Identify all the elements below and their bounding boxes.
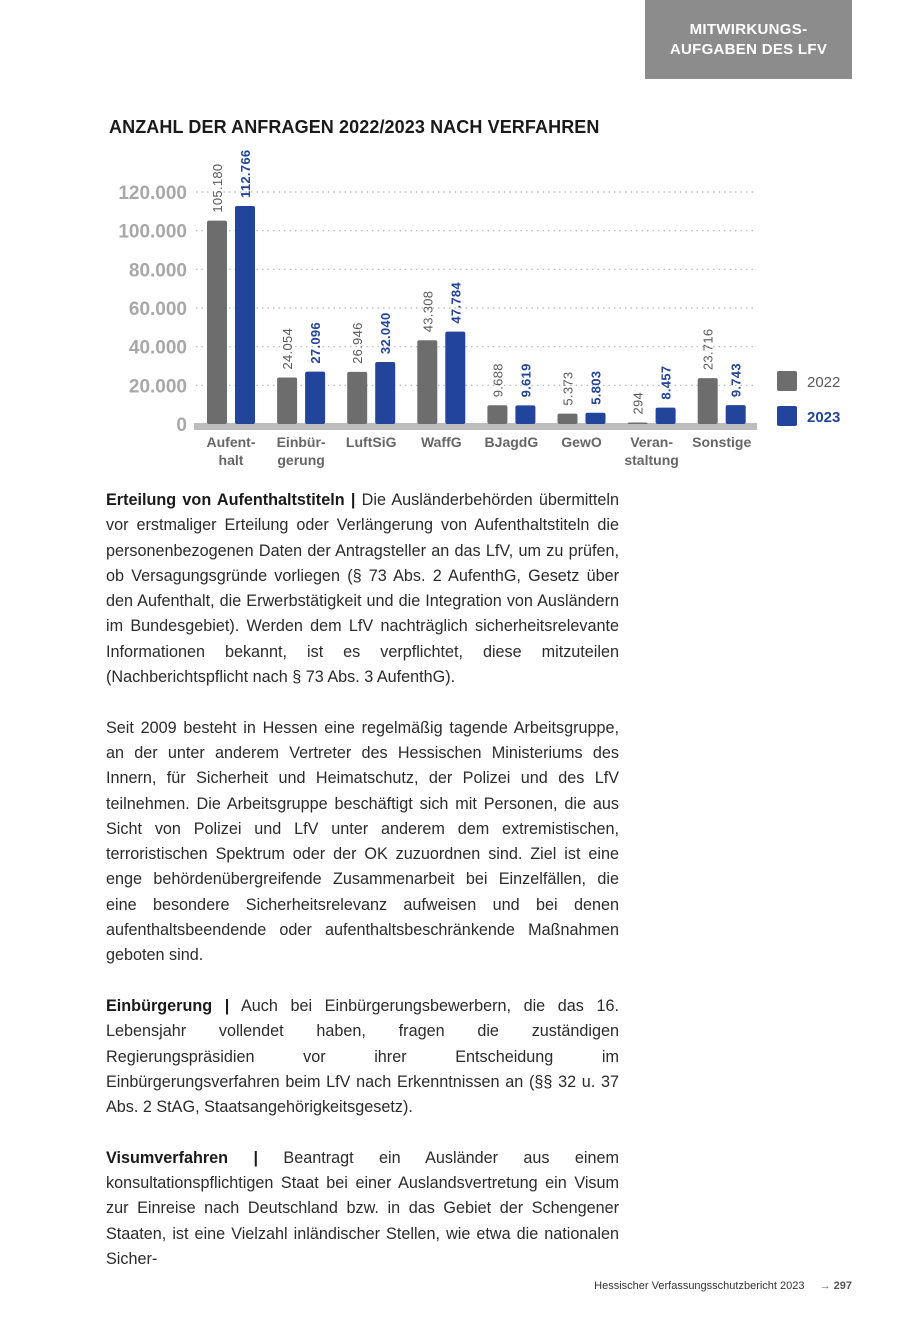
section-tab-line1: MITWIRKUNGS- bbox=[689, 20, 808, 38]
category-label bbox=[277, 434, 326, 468]
bar-2023 bbox=[375, 362, 395, 424]
x-axis-baseline bbox=[194, 423, 757, 430]
data-label-2023: 27.096 bbox=[308, 322, 324, 364]
bar-2023 bbox=[726, 405, 746, 424]
y-tick-label: 0 bbox=[176, 415, 187, 436]
category-label-line: Sonstige bbox=[692, 434, 752, 450]
data-label-2022: 23.716 bbox=[700, 328, 716, 371]
category-label-line: LuftSiG bbox=[345, 434, 397, 450]
bar-2022 bbox=[417, 340, 437, 424]
bar-2022 bbox=[628, 423, 648, 425]
category-label-line: BJagdG bbox=[484, 434, 539, 450]
y-tick-label: 20.000 bbox=[128, 376, 187, 398]
y-tick-label: 120.000 bbox=[118, 183, 187, 204]
chart-title: ANZAHL DER ANFRAGEN 2022/2023 NACH VERFAHREN bbox=[109, 117, 600, 137]
bar-2022 bbox=[487, 405, 507, 424]
data-label-2023: 47.784 bbox=[448, 282, 464, 324]
legend-swatch-2023 bbox=[777, 406, 797, 426]
bar-2023 bbox=[445, 332, 465, 424]
category-label bbox=[624, 434, 678, 468]
paragraph-einbuergerung bbox=[106, 994, 619, 1120]
data-label-2023: 8.457 bbox=[658, 365, 674, 400]
legend-label-2022: 2022 bbox=[807, 374, 841, 391]
bar-2022 bbox=[277, 377, 297, 424]
data-label-2023: 9.619 bbox=[518, 363, 534, 398]
body-text bbox=[106, 488, 619, 1298]
data-label-2022: 5.373 bbox=[560, 371, 576, 406]
category-label-line: Veran- bbox=[630, 434, 674, 450]
category-label-line: WaffG bbox=[420, 434, 462, 450]
arrow-right-icon: → bbox=[819, 1280, 831, 1292]
paragraph-visumverfahren bbox=[106, 1146, 619, 1272]
category-label bbox=[207, 434, 256, 468]
data-label-2022: 43.308 bbox=[420, 290, 436, 333]
paragraph-heading: Visumverfahren | bbox=[106, 1148, 258, 1167]
category-label-line: Einbür- bbox=[276, 434, 326, 450]
bar-2022 bbox=[558, 414, 578, 424]
paragraph-heading: Erteilung von Aufenthaltstiteln | bbox=[106, 491, 356, 509]
y-tick-label: 100.000 bbox=[118, 221, 187, 243]
category-label-line: staltung bbox=[624, 452, 679, 468]
data-label-2023: 9.743 bbox=[728, 363, 744, 398]
bar-2022 bbox=[207, 221, 227, 424]
legend-swatch-2022 bbox=[777, 371, 797, 391]
data-label-2023: 5.803 bbox=[588, 370, 604, 405]
section-tab bbox=[645, 0, 852, 79]
category-label-line: GewO bbox=[561, 434, 602, 450]
paragraph-heading: Einbürgerung | bbox=[106, 996, 230, 1015]
paragraph-aufenthaltstitel bbox=[106, 488, 619, 690]
data-label-2022: 9.688 bbox=[490, 363, 506, 398]
data-label-2022: 26.946 bbox=[350, 322, 366, 364]
legend-label-2023: 2023 bbox=[807, 409, 841, 426]
data-label-2023: 32.040 bbox=[378, 312, 394, 355]
y-tick-label: 80.000 bbox=[128, 260, 187, 282]
bar-2022 bbox=[347, 372, 367, 424]
paragraph-text: Auch bei Einbürgerungsbewerbern, die das 16. Lebensjahr vollendet haben, fragen die zuständigen Regierungspräsidien vor ihrer Entscheidung im Einbürgerungsverfahren beim LfV nach Erkenntnissen an (§§ 32 u. 37 Abs. 2 StAG, Staatsangehörigkeitsgesetz). bbox=[106, 996, 619, 1117]
bar-2023 bbox=[305, 372, 325, 424]
category-label-line: Aufent- bbox=[206, 434, 256, 450]
bar-2022 bbox=[698, 378, 718, 424]
bar-2023 bbox=[515, 405, 535, 424]
category-label bbox=[346, 434, 397, 450]
paragraph-text: Seit 2009 besteht in Hessen eine regelmäßig tagende Arbeitsgruppe, an der unter anderem Vertreter des Hessischen Ministeriums des Innern, für Sicherheit und Heimatschutz, der Polizei und des LfV teilnehmen. Die Arbeitsgruppe beschäftigt sich mit Personen, die aus Sicht von Polizei und LfV unter anderem dem extremistischen, terroristischen Spektrum oder der OK zuzuordnen sind. Ziel ist eine enge behördenübergreifende Zusammenarbeit bei Einzelfällen, die eine besondere Sicherheitsrelevanz aufweisen und bei denen aufenthaltsbeendende oder aufenthaltsbeschränkende Maßnahmen geboten sind. bbox=[106, 718, 619, 965]
footer-report-title: Hessischer Verfassungsschutzbericht 2023 bbox=[594, 1280, 805, 1292]
category-label bbox=[692, 434, 751, 450]
page-number: 297 bbox=[833, 1280, 852, 1292]
data-label-2022: 24.054 bbox=[280, 327, 296, 370]
category-label bbox=[561, 434, 602, 450]
y-tick-label: 40.000 bbox=[128, 337, 187, 359]
paragraph-arbeitsgruppe bbox=[106, 716, 619, 969]
bar-2023 bbox=[235, 206, 255, 424]
bar-2023 bbox=[656, 408, 676, 424]
data-label-2022: 294 bbox=[630, 391, 646, 415]
section-tab-line2: AUFGABEN DES LFV bbox=[669, 40, 828, 58]
bar-chart bbox=[0, 140, 900, 480]
category-label-line: gerung bbox=[277, 452, 325, 468]
bar-2023 bbox=[586, 413, 606, 424]
paragraph-text: Beantragt ein Ausländer aus einem konsultationspflichtigen Staat bei einer Auslandsvertretung ein Visum zur Einreise nach Deutschland bzw. in das Gebiet der Schengener Staaten, ist eine Vielzahl inländischer Stellen, wie etwa die nationalen Sicher- bbox=[106, 1148, 619, 1268]
data-label-2023: 112.766 bbox=[238, 149, 253, 198]
paragraph-text: Die Ausländerbehörden übermitteln vor erstmaliger Erteilung oder Verlängerung von Aufenthaltstiteln die personenbezogenen Daten der Antragsteller an das LfV, um zu prüfen, ob Versagungsgründe vorliegen (§ 73 Abs. 2 AufenthG, Gesetz über den Aufenthalt, die Erwerbstätigkeit und die Integration von Ausländern im Bundesgebiet). Werden dem LfV nachträglich sicherheitsrelevante Informationen bekannt, ist es verpflichtet, diese mitzuteilen (Nachberichtspflicht nach § 73 Abs. 3 AufenthG). bbox=[106, 491, 619, 687]
category-label bbox=[421, 434, 462, 450]
data-label-2022: 105.180 bbox=[210, 163, 225, 213]
category-label bbox=[485, 434, 539, 450]
y-tick-label: 60.000 bbox=[128, 299, 187, 320]
page-footer bbox=[594, 1280, 852, 1292]
category-label-line: halt bbox=[218, 452, 244, 468]
